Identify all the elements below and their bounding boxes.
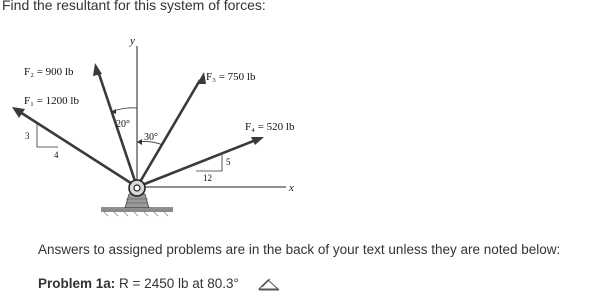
f1-slope-rise: 3 [25, 131, 30, 141]
f4-slope-run: 12 [203, 173, 212, 183]
answers-note: Answers to assigned problems are in the back of your text unless they are noted below: [38, 242, 561, 257]
force-f2-label: F₂ = 900 lb [24, 66, 74, 78]
x-axis-label: x [289, 182, 294, 194]
angle-arc-30-tick [137, 139, 142, 145]
force-f3-label: F₃ = 750 lb [206, 71, 256, 83]
pencil-triangle-icon [258, 277, 280, 291]
force-f4-arrow [137, 140, 256, 187]
force-f2-arrowhead [93, 63, 102, 76]
ground [101, 208, 173, 216]
force-f3-arrowhead [197, 72, 206, 84]
answer-label: Problem 1a: [38, 276, 116, 291]
force-f4-label: F₄ = 520 lb [245, 121, 295, 133]
problem-answer [38, 276, 239, 291]
answer-text: R = 2450 lb at 80.3° [119, 276, 239, 291]
f4-slope-rise: 5 [226, 157, 231, 167]
question-text: Find the resultant for this system of forces: [2, 0, 266, 13]
y-axis-label: y [130, 35, 135, 47]
force-f1-label: F₁ = 1200 lb [24, 95, 79, 107]
f1-slope-run: 4 [54, 150, 59, 160]
angle-20-label: 20° [116, 119, 130, 130]
angle-30-label: 30° [144, 132, 158, 143]
